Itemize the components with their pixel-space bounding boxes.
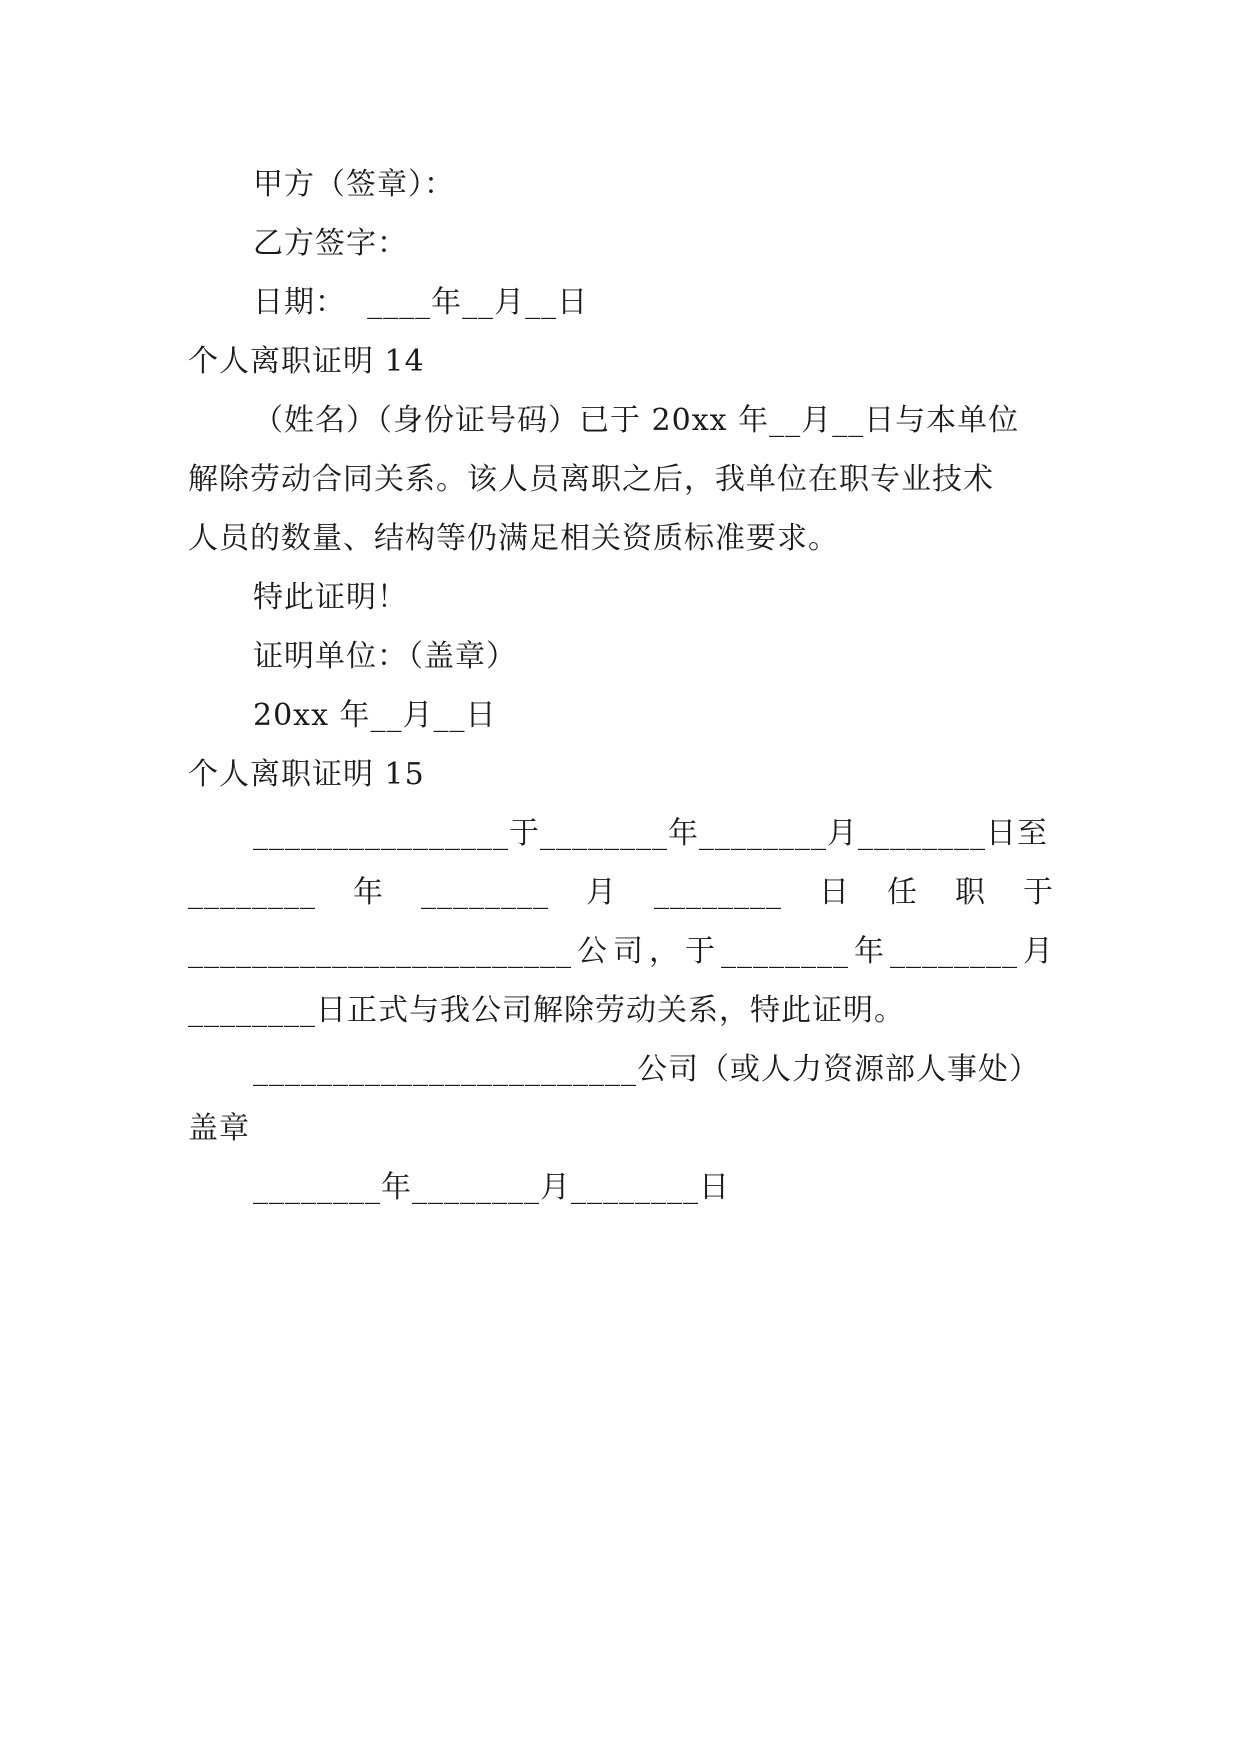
certificate-15-line-2	[188, 873, 1054, 913]
certificate-15-line-1: ________________于________年________月________日至	[253, 816, 1048, 851]
word-yu: 于	[1023, 875, 1054, 910]
party-a-signature: 甲方（签章）：	[253, 167, 455, 202]
word-gong: 公	[577, 934, 608, 969]
certificate-15-line-4: ________日正式与我公司解除劳动关系，特此证明。	[188, 993, 905, 1028]
certificate-14-date: 20xx 年__月__日	[253, 698, 497, 733]
party-b-signature: 乙方签字：	[253, 226, 408, 261]
blank-month-start: ________	[421, 875, 549, 910]
certificate-14-issuer: 证明单位：（盖章）	[253, 639, 517, 674]
word-day: 日	[819, 875, 850, 910]
certificate-15-stamp-word: 盖章	[188, 1111, 250, 1146]
blank-year-start: ________	[188, 875, 316, 910]
blank-day-start: ________	[654, 875, 782, 910]
certificate-14-title: 个人离职证明 14	[188, 344, 425, 379]
word-month: 月	[586, 875, 617, 910]
word-ren: 任	[887, 875, 918, 910]
blank-month-end: ________	[890, 934, 1018, 969]
word-yu-2: 于	[685, 934, 716, 969]
certificate-15-line-3	[188, 932, 1054, 972]
word-month-2: 月	[1023, 934, 1054, 969]
certificate-15-stamp-line: ________________________公司（或人力资源部人事处）	[253, 1052, 1040, 1087]
blank-company-name: ________________________	[188, 934, 572, 969]
signature-date: 日期： ____年__月__日	[253, 285, 589, 320]
certificate-14-body-line-3: 人员的数量、结构等仍满足相关资质标准要求。	[188, 521, 839, 556]
word-year-2: 年	[854, 934, 885, 969]
word-si: 司	[613, 934, 644, 969]
certificate-15-date: ________年________月________日	[253, 1170, 730, 1205]
comma: ，	[649, 934, 680, 969]
certificate-15-title: 个人离职证明 15	[188, 757, 425, 792]
certificate-14-body-line-1: （姓名）（身份证号码）已于 20xx 年__月__日与本单位	[253, 403, 1020, 438]
certificate-14-closing: 特此证明！	[253, 580, 408, 615]
blank-year-end: ________	[721, 934, 849, 969]
word-year: 年	[353, 875, 384, 910]
certificate-14-body-line-2: 解除劳动合同关系。该人员离职之后，我单位在职专业技术	[188, 462, 994, 497]
word-zhi: 职	[955, 875, 986, 910]
